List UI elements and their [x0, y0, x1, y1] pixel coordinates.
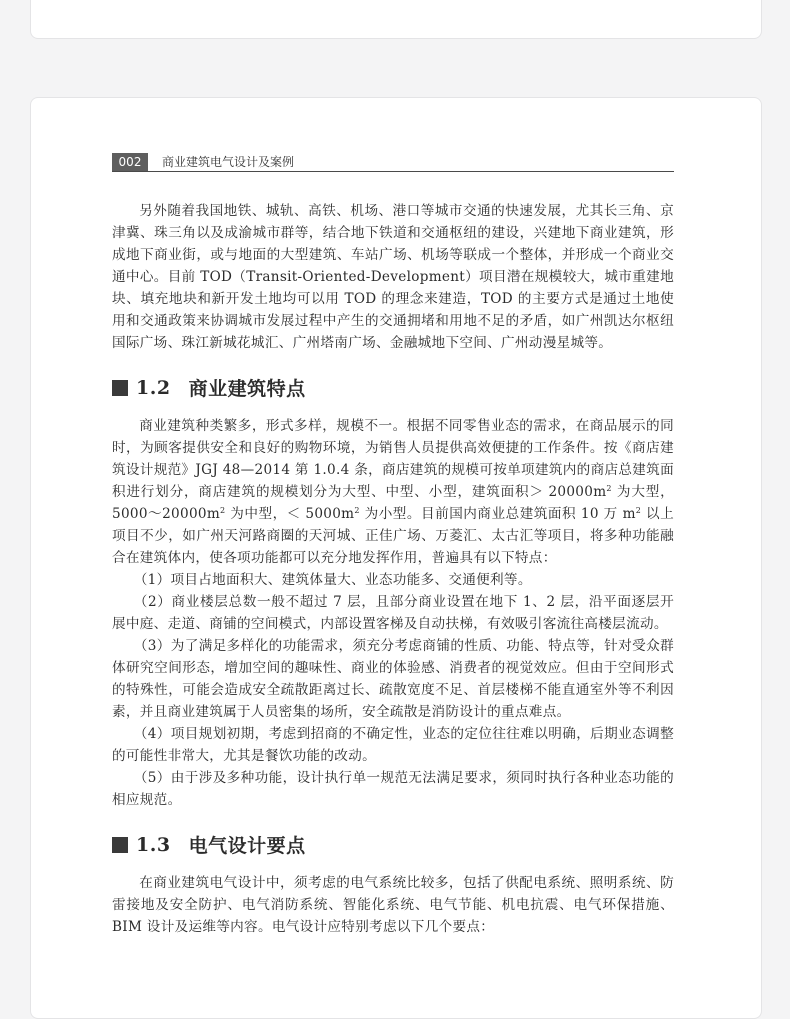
running-head	[112, 152, 674, 172]
section-title: 商业建筑特点	[188, 378, 306, 400]
section-title: 电气设计要点	[188, 835, 306, 857]
text-run: 为小型。目前国内商业总建筑面积 10 万 m	[359, 506, 636, 522]
superscript: 2	[635, 506, 642, 515]
heading-square-icon	[112, 380, 128, 396]
list-item: （1）项目占地面积大、建筑体量大、业态功能多、交通便利等。	[133, 572, 532, 588]
text-run: 商业建筑种类繁多，形式多样，规模不一。根据不同零售业态的需求，在商品展示的同时，为顾客提供安全和良好的购物环境，为销售人员提供高效便捷的工作条件。按《商店建筑设计规范》JGJ 48—2014 第 1.0.4 条，商店建筑的规模可按单项建筑内的商店总建筑面积进行划分，商店建筑的规模划分为大型、中型、小型，建筑面积＞ 20000m	[112, 418, 674, 500]
text-run: 为中型，＜ 5000m	[225, 506, 355, 522]
list-item: （3）为了满足多样化的功能需求，须充分考虑商铺的性质、功能、特点等，针对受众群体研究空间形态，增加空间的趣味性、商业的体验感、消费者的视觉效应。但由于空间形式的特殊性，可能会造成安全疏散距离过长、疏散宽度不足、首层楼梯不能直通室外等不利因素，并且商业建筑属于人员密集的场所，安全疏散是消防设计的重点难点。	[112, 638, 674, 720]
superscript: 2	[606, 484, 612, 493]
heading-square-icon	[112, 837, 128, 853]
section-number: 1.3	[136, 833, 171, 856]
intro-paragraph: 另外随着我国地铁、城轨、高铁、机场、港口等城市交通的快速发展，尤其长三角、京津冀、珠三角以及成渝城市群等，结合地下铁道和交通枢纽的建设，兴建地下商业建筑，形成地下商业街，或与地面的大型建筑、车站广场、机场等联成一个整体，并形成一个商业交通中心。目前 TOD（Transit-Oriented-Development）项目潜在规模较大，城市重建地块、填充地块和新开发土地均可以用 TOD 的理念来建造，TOD 的主要方式是通过土地使用和交通政策来协调城市发展过程中产生的交通拥堵和用地不足的矛盾，如广州凯达尔枢纽国际广场、珠江新城花城汇、广州塔南广场、金融城地下空间、广州动漫星城等。	[112, 203, 674, 351]
page-content	[112, 200, 674, 938]
text-run: 为大型，5000～20000m	[112, 484, 674, 522]
section-number: 1.2	[136, 376, 171, 399]
previous-page-card	[30, 0, 762, 39]
section-heading-1-2	[112, 374, 674, 401]
page-number: 002	[112, 153, 148, 171]
section-1-3-paragraph: 在商业建筑电气设计中，须考虑的电气系统比较多，包括了供配电系统、照明系统、防雷接地及安全防护、电气消防系统、智能化系统、电气节能、机电抗震、电气环保措施、BIM 设计及运维等内容。电气设计应特别考虑以下几个要点：	[112, 875, 674, 935]
section-heading-1-3	[112, 831, 674, 858]
superscript: 2	[220, 506, 226, 515]
book-title: 商业建筑电气设计及案例	[162, 155, 295, 169]
list-item: （5）由于涉及多种功能，设计执行单一规范无法满足要求，须同时执行各种业态功能的相应规范。	[112, 770, 674, 808]
text-run: 以上项目不少，如广州天河路商圈的天河城、正佳广场、万菱汇、太古汇等项目，将多种功能融合在建筑体内，使各项功能都可以充分地发挥作用，普遍具有以下特点：	[112, 506, 674, 566]
superscript: 2	[354, 506, 360, 515]
list-item: （2）商业楼层总数一般不超过 7 层，且部分商业设置在地下 1、2 层，沿平面逐层开展中庭、走道、商铺的空间模式，内部设置客梯及自动扶梯，有效吸引客流往高楼层流动。	[112, 594, 674, 632]
list-item: （4）项目规划初期，考虑到招商的不确定性，业态的定位往往难以明确，后期业态调整的可能性非常大，尤其是餐饮功能的改动。	[112, 726, 674, 764]
section-1-2-paragraph	[112, 415, 674, 569]
